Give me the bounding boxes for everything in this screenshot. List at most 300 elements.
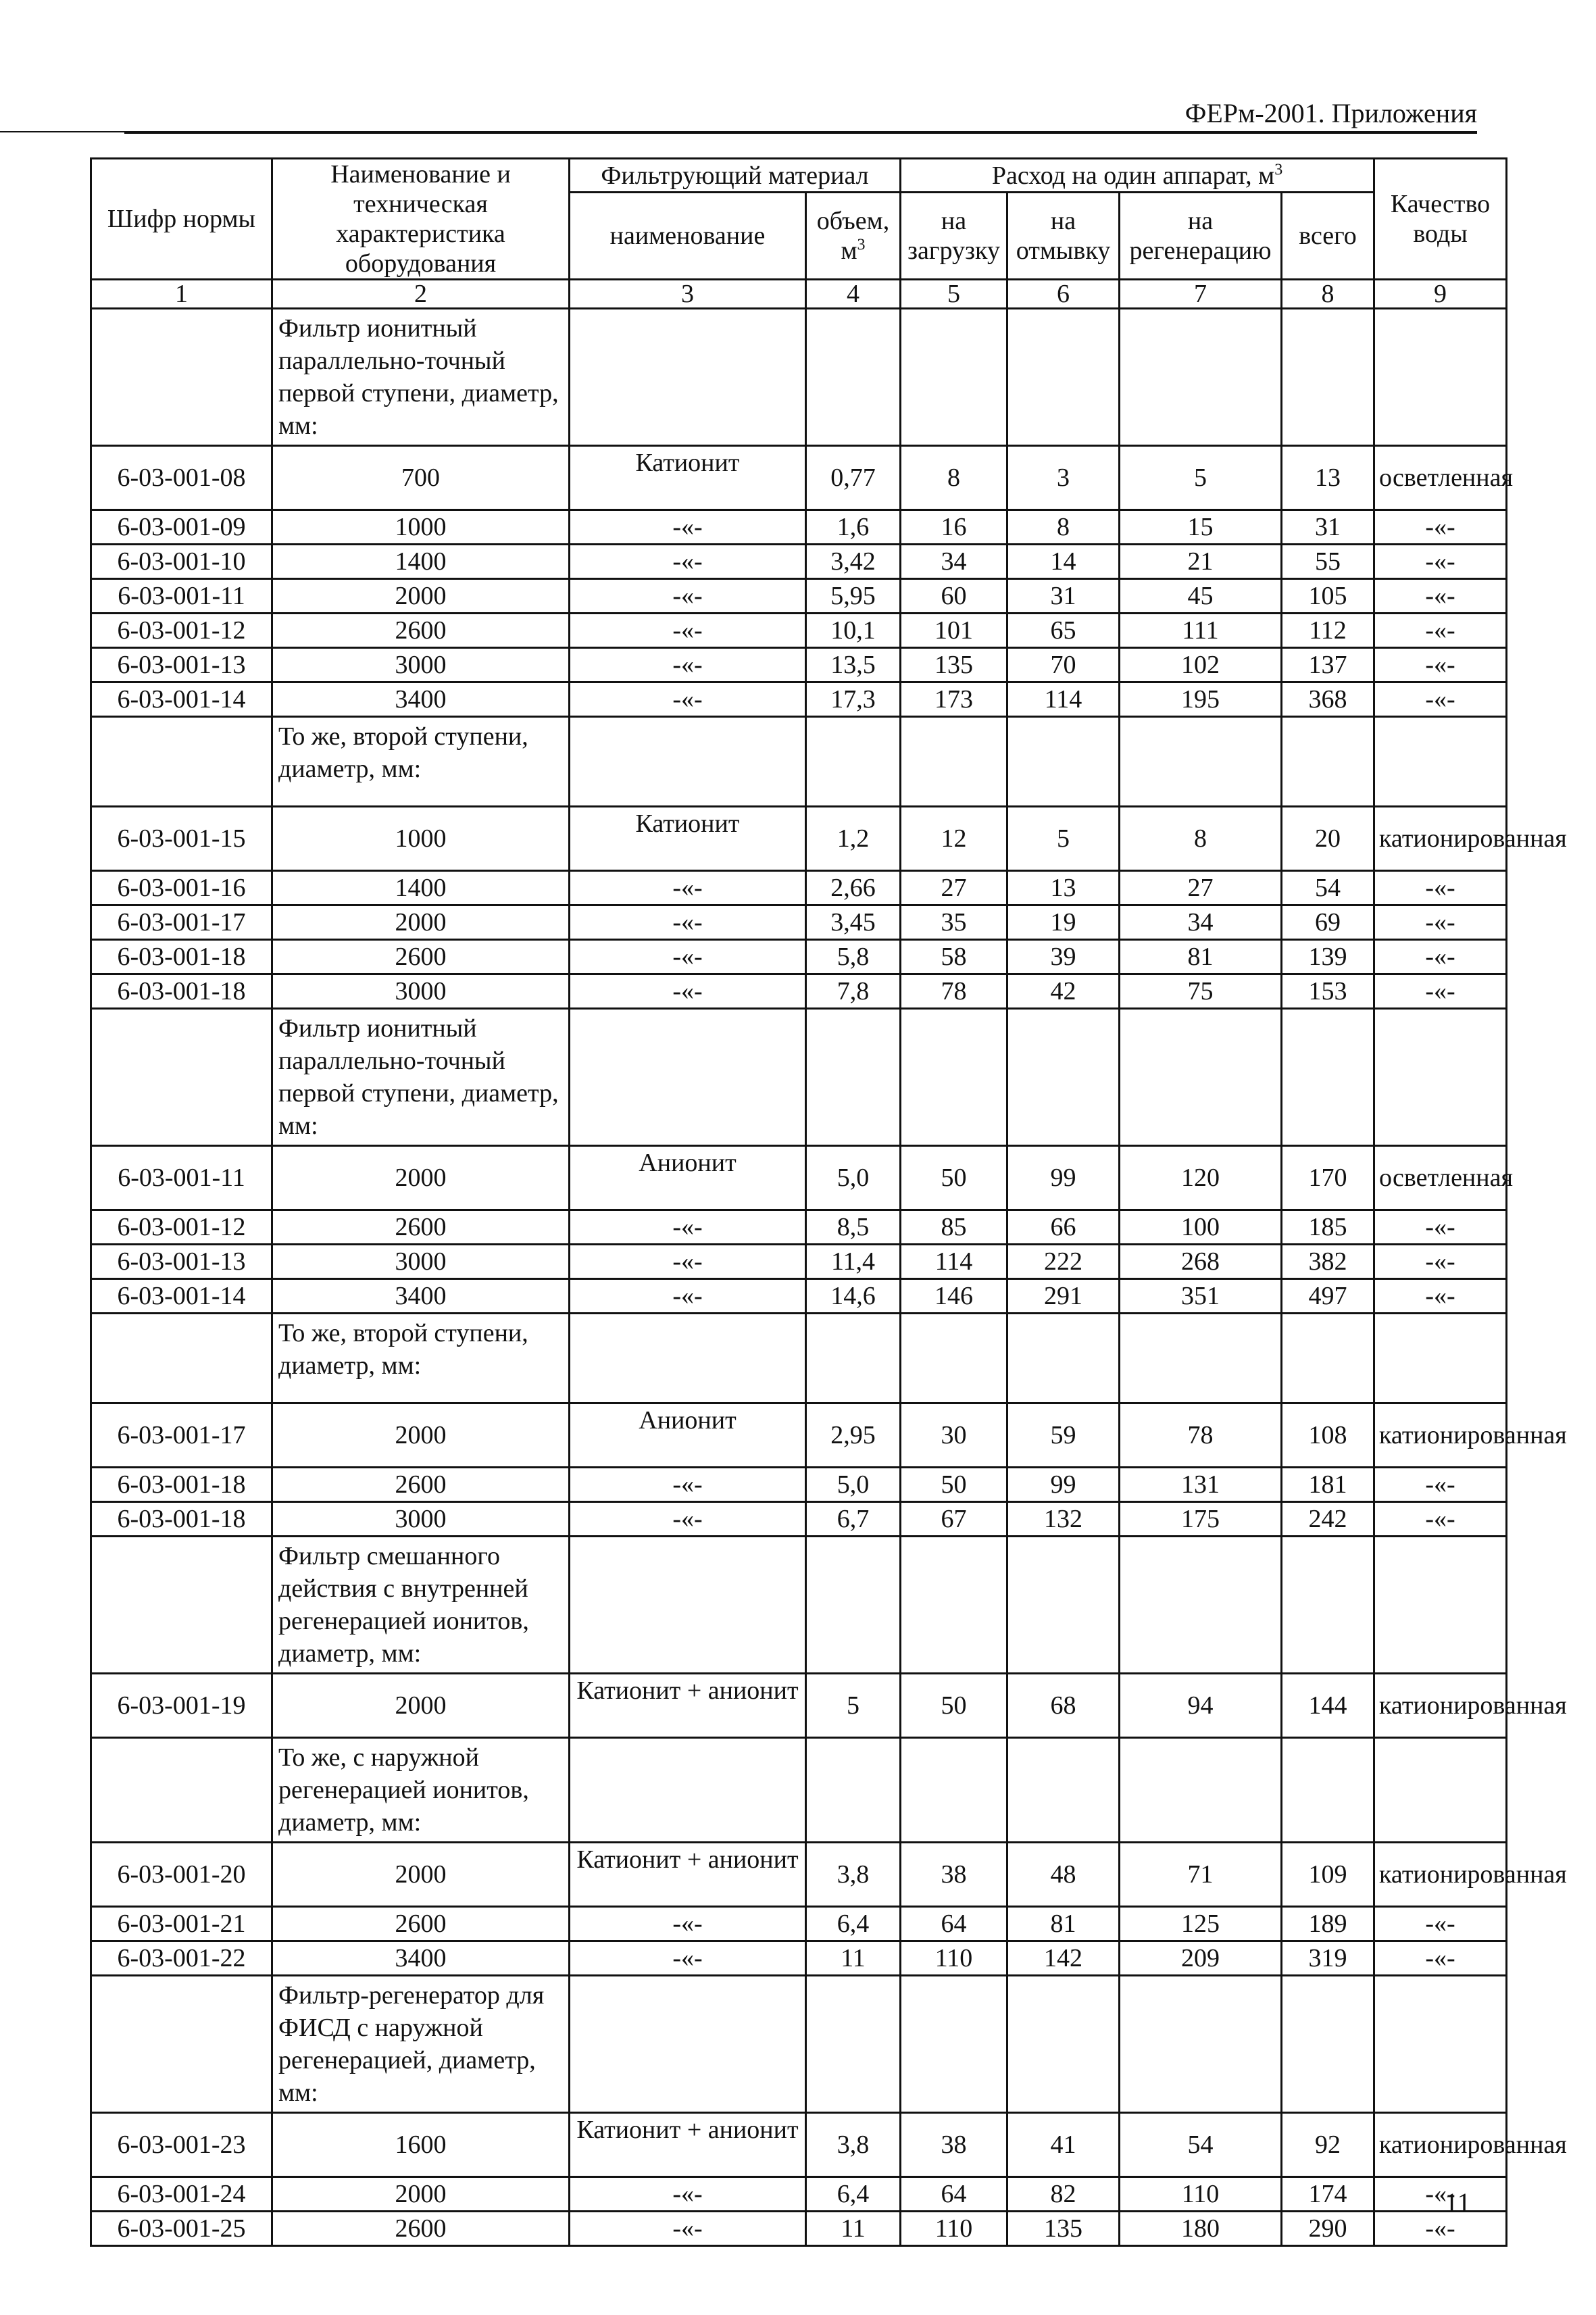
table-cell: -«- [1374, 905, 1507, 940]
table-row [91, 1674, 1507, 1738]
table-row [91, 1941, 1507, 1976]
table-cell: 64 [901, 2177, 1007, 2212]
table-cell: 27 [901, 871, 1007, 905]
table-cell: 6-03-001-12 [91, 614, 272, 648]
table-cell: 45 [1120, 579, 1282, 614]
empty-cell [1282, 1976, 1374, 2113]
table-cell: 319 [1282, 1941, 1374, 1976]
section-title-row [91, 1314, 1507, 1403]
empty-cell [901, 1976, 1007, 2113]
empty-cell [570, 1009, 806, 1146]
table-cell: 6-03-001-15 [91, 807, 272, 871]
table-row [91, 510, 1507, 545]
header-flow [901, 159, 1374, 193]
table-cell: 78 [901, 974, 1007, 1009]
table-cell: 2000 [272, 579, 570, 614]
table-cell: 1,2 [806, 807, 901, 871]
table-cell: осветленная [1374, 1146, 1507, 1210]
table-cell: 142 [1007, 1941, 1120, 1976]
empty-cell [91, 717, 272, 807]
table-cell: -«- [570, 905, 806, 940]
table-cell: 291 [1007, 1279, 1120, 1314]
table-row [91, 2212, 1507, 2246]
table-cell: Катионит + анионит [570, 2113, 806, 2177]
table-cell: 170 [1282, 1146, 1374, 1210]
table-cell: -«- [570, 510, 806, 545]
table-cell: осветленная [1374, 446, 1507, 510]
table-cell: 131 [1120, 1468, 1282, 1502]
table-cell: 54 [1282, 871, 1374, 905]
header-volume-label: объем, [816, 207, 890, 236]
empty-cell [1282, 1314, 1374, 1403]
table-cell: 181 [1282, 1468, 1374, 1502]
table-cell: 71 [1120, 1843, 1282, 1907]
column-number: 1 [91, 280, 272, 309]
table-cell: 2000 [272, 1403, 570, 1468]
running-header: ФЕРм-2001. Приложения [0, 96, 1477, 132]
empty-cell [1120, 309, 1282, 446]
table-cell: Катионит + анионит [570, 1843, 806, 1907]
table-cell: 21 [1120, 545, 1282, 579]
section-title-row [91, 1009, 1507, 1146]
table-cell: 1000 [272, 807, 570, 871]
table-cell: 3400 [272, 682, 570, 717]
section-title: Фильтр смешанного действия с внутренней регенерацией ионитов, диаметр, мм: [272, 1537, 570, 1674]
empty-cell [806, 1976, 901, 2113]
table-cell: 351 [1120, 1279, 1282, 1314]
table-cell: 92 [1282, 2113, 1374, 2177]
table-cell: 99 [1007, 1146, 1120, 1210]
table-cell: 6-03-001-13 [91, 1245, 272, 1279]
table-cell: 109 [1282, 1843, 1374, 1907]
empty-cell [1120, 1738, 1282, 1843]
section-title: То же, второй ступени, диаметр, мм: [272, 717, 570, 807]
table-cell: 382 [1282, 1245, 1374, 1279]
table-cell: 242 [1282, 1502, 1374, 1537]
table-cell: 110 [901, 1941, 1007, 1976]
table-cell: 153 [1282, 974, 1374, 1009]
table-row [91, 1245, 1507, 1279]
empty-cell [901, 1537, 1007, 1674]
table-cell: Катионит [570, 807, 806, 871]
table-cell: 100 [1120, 1210, 1282, 1245]
table-cell: 17,3 [806, 682, 901, 717]
table-cell: 81 [1120, 940, 1282, 974]
empty-cell [1120, 1537, 1282, 1674]
empty-cell [1120, 717, 1282, 807]
table-cell: 6-03-001-22 [91, 1941, 272, 1976]
table-row [91, 579, 1507, 614]
table-cell: катионированная [1374, 1674, 1507, 1738]
table-cell: 14 [1007, 545, 1120, 579]
table-cell: 35 [901, 905, 1007, 940]
table-row [91, 1403, 1507, 1468]
table-cell: 135 [1007, 2212, 1120, 2246]
table-cell: -«- [1374, 648, 1507, 682]
table-cell: 290 [1282, 2212, 1374, 2246]
table-cell: 139 [1282, 940, 1374, 974]
table-cell: 12 [901, 807, 1007, 871]
table-cell: 3,8 [806, 1843, 901, 1907]
table-cell: 65 [1007, 614, 1120, 648]
table-cell: 3 [1007, 446, 1120, 510]
empty-cell [901, 717, 1007, 807]
table-cell: 59 [1007, 1403, 1120, 1468]
table-cell: 1,6 [806, 510, 901, 545]
empty-cell [1374, 1976, 1507, 2113]
table-cell: 82 [1007, 2177, 1120, 2212]
table-cell: 6-03-001-14 [91, 1279, 272, 1314]
table-cell: 2000 [272, 905, 570, 940]
empty-cell [1282, 1537, 1374, 1674]
table-cell: 700 [272, 446, 570, 510]
table-cell: 102 [1120, 648, 1282, 682]
empty-cell [901, 1314, 1007, 1403]
column-number: 2 [272, 280, 570, 309]
table-cell: 31 [1007, 579, 1120, 614]
empty-cell [1374, 1009, 1507, 1146]
table-cell: 5 [1007, 807, 1120, 871]
empty-cell [901, 309, 1007, 446]
table-cell: 2600 [272, 1210, 570, 1245]
table-cell: 38 [901, 1843, 1007, 1907]
table-cell: 111 [1120, 614, 1282, 648]
table-cell: 3400 [272, 1941, 570, 1976]
table-cell: -«- [570, 2177, 806, 2212]
table-cell: Катионит [570, 446, 806, 510]
table-cell: 6-03-001-21 [91, 1907, 272, 1941]
table-cell: 5,0 [806, 1468, 901, 1502]
table-cell: 2600 [272, 1468, 570, 1502]
table-cell: 10,1 [806, 614, 901, 648]
header-regen: на регенерацию [1120, 193, 1282, 280]
table-cell: 3,45 [806, 905, 901, 940]
table-cell: катионированная [1374, 1403, 1507, 1468]
table-cell: Анионит [570, 1146, 806, 1210]
table-cell: 34 [901, 545, 1007, 579]
empty-cell [91, 1009, 272, 1146]
table-cell: -«- [570, 1245, 806, 1279]
header-material-name: наименование [570, 193, 806, 280]
table-cell: -«- [570, 545, 806, 579]
table-cell: 2000 [272, 1674, 570, 1738]
section-title-row [91, 1738, 1507, 1843]
table-cell: -«- [1374, 2177, 1507, 2212]
table-cell: 50 [901, 1468, 1007, 1502]
table-cell: -«- [1374, 510, 1507, 545]
table-cell: 3,42 [806, 545, 901, 579]
table-cell: -«- [1374, 1907, 1507, 1941]
table-cell: 13,5 [806, 648, 901, 682]
table-cell: -«- [1374, 974, 1507, 1009]
table-cell: 6-03-001-18 [91, 1468, 272, 1502]
empty-cell [570, 1537, 806, 1674]
table-cell: 5,8 [806, 940, 901, 974]
table-cell: 8 [1007, 510, 1120, 545]
table-cell: 114 [901, 1245, 1007, 1279]
table-cell: 185 [1282, 1210, 1374, 1245]
column-number: 4 [806, 280, 901, 309]
table-cell: 368 [1282, 682, 1374, 717]
empty-cell [1007, 717, 1120, 807]
table-cell: 137 [1282, 648, 1374, 682]
table-cell: 6,7 [806, 1502, 901, 1537]
table-cell: 135 [901, 648, 1007, 682]
table-cell: 120 [1120, 1146, 1282, 1210]
table-cell: 6-03-001-25 [91, 2212, 272, 2246]
table-cell: 175 [1120, 1502, 1282, 1537]
table-cell: -«- [570, 1907, 806, 1941]
empty-cell [570, 309, 806, 446]
table-row [91, 1468, 1507, 1502]
table-cell: 3000 [272, 1502, 570, 1537]
table-cell: 110 [901, 2212, 1007, 2246]
table-cell: -«- [1374, 1210, 1507, 1245]
table-cell: 50 [901, 1674, 1007, 1738]
norms-table [90, 157, 1567, 2247]
table-cell: -«- [1374, 940, 1507, 974]
table-cell: 108 [1282, 1403, 1374, 1468]
column-number: 6 [1007, 280, 1120, 309]
table-cell: 6-03-001-08 [91, 446, 272, 510]
table-row [91, 871, 1507, 905]
empty-cell [1007, 1009, 1120, 1146]
table-cell: -«- [570, 1210, 806, 1245]
table-cell: 68 [1007, 1674, 1120, 1738]
table-cell: -«- [1374, 871, 1507, 905]
header-volume-sup: 3 [857, 236, 866, 254]
header-code: Шифр нормы [91, 159, 272, 280]
table-cell: -«- [570, 871, 806, 905]
table-cell: 11 [806, 2212, 901, 2246]
table-cell: 30 [901, 1403, 1007, 1468]
table-cell: 2,66 [806, 871, 901, 905]
empty-cell [806, 1009, 901, 1146]
table-cell: 8,5 [806, 1210, 901, 1245]
table-cell: Анионит [570, 1403, 806, 1468]
table-cell: -«- [1374, 1941, 1507, 1976]
table-cell: -«- [570, 648, 806, 682]
table-cell: 6-03-001-19 [91, 1674, 272, 1738]
table-cell: 67 [901, 1502, 1007, 1537]
table-cell: -«- [1374, 545, 1507, 579]
table-cell: -«- [570, 1941, 806, 1976]
empty-cell [1374, 309, 1507, 446]
table-cell: -«- [570, 1502, 806, 1537]
table-row [91, 940, 1507, 974]
table-cell: 60 [901, 579, 1007, 614]
empty-cell [806, 717, 901, 807]
table-row [91, 1279, 1507, 1314]
table-cell: 6-03-001-18 [91, 974, 272, 1009]
header-total: всего [1282, 193, 1374, 280]
section-title: Фильтр-регенератор для ФИСД с наружной регенерацией, диаметр, мм: [272, 1976, 570, 2113]
table-header [91, 159, 1507, 309]
empty-cell [570, 1738, 806, 1843]
table-cell: 144 [1282, 1674, 1374, 1738]
column-number: 5 [901, 280, 1007, 309]
table-cell: 38 [901, 2113, 1007, 2177]
empty-cell [570, 1976, 806, 2113]
table-cell: 81 [1007, 1907, 1120, 1941]
table-cell: 7,8 [806, 974, 901, 1009]
section-title: Фильтр ионитный параллельно-точный первой ступени, диаметр, мм: [272, 309, 570, 446]
table-cell: -«- [1374, 1279, 1507, 1314]
table-cell: -«- [570, 614, 806, 648]
empty-cell [91, 1314, 272, 1403]
empty-cell [1374, 1738, 1507, 1843]
empty-cell [806, 1314, 901, 1403]
table-cell: 42 [1007, 974, 1120, 1009]
section-title: То же, с наружной регенерацией ионитов, диаметр, мм: [272, 1738, 570, 1843]
table-cell: -«- [570, 940, 806, 974]
empty-cell [1120, 1976, 1282, 2113]
table-cell: 497 [1282, 1279, 1374, 1314]
header-wash: на отмывку [1007, 193, 1120, 280]
table-cell: -«- [570, 974, 806, 1009]
table-cell: 75 [1120, 974, 1282, 1009]
table-row [91, 446, 1507, 510]
table-cell: 6-03-001-12 [91, 1210, 272, 1245]
header-volume [806, 193, 901, 280]
table-cell: 2600 [272, 2212, 570, 2246]
table-cell: катионированная [1374, 1843, 1507, 1907]
section-title-row [91, 1537, 1507, 1674]
table-cell: Катионит + анионит [570, 1674, 806, 1738]
table-cell: -«- [570, 682, 806, 717]
header-quality: Качество воды [1374, 159, 1507, 280]
table-cell: -«- [570, 579, 806, 614]
header-flow-text: Расход на один аппарат, м [991, 161, 1275, 190]
table-cell: 8 [901, 446, 1007, 510]
table-cell: 125 [1120, 1907, 1282, 1941]
empty-cell [901, 1009, 1007, 1146]
table-cell: 13 [1282, 446, 1374, 510]
table-cell: 14,6 [806, 1279, 901, 1314]
empty-cell [1282, 309, 1374, 446]
table-cell: 189 [1282, 1907, 1374, 1941]
empty-cell [1374, 1537, 1507, 1674]
table-cell: 15 [1120, 510, 1282, 545]
table-cell: катионированная [1374, 2113, 1507, 2177]
empty-cell [1374, 1314, 1507, 1403]
empty-cell [806, 309, 901, 446]
table-cell: 6,4 [806, 2177, 901, 2212]
table-cell: 101 [901, 614, 1007, 648]
table-cell: 6-03-001-13 [91, 648, 272, 682]
empty-cell [1282, 1009, 1374, 1146]
empty-cell [570, 1314, 806, 1403]
table-cell: -«- [1374, 1502, 1507, 1537]
table-cell: 209 [1120, 1941, 1282, 1976]
section-title-row [91, 717, 1507, 807]
table-cell: 20 [1282, 807, 1374, 871]
table-cell: 2600 [272, 1907, 570, 1941]
header-rule [124, 132, 1477, 134]
empty-cell [1120, 1009, 1282, 1146]
table-row [91, 614, 1507, 648]
table-cell: 3000 [272, 974, 570, 1009]
table-cell: 27 [1120, 871, 1282, 905]
table-row [91, 1907, 1507, 1941]
table-cell: 2,95 [806, 1403, 901, 1468]
table-cell: 6,4 [806, 1907, 901, 1941]
table-cell: 50 [901, 1146, 1007, 1210]
table-cell: 16 [901, 510, 1007, 545]
table-cell: 105 [1282, 579, 1374, 614]
table-cell: -«- [570, 1468, 806, 1502]
header-load: на загрузку [901, 193, 1007, 280]
table-cell: 70 [1007, 648, 1120, 682]
section-title: Фильтр ионитный параллельно-точный первой ступени, диаметр, мм: [272, 1009, 570, 1146]
table-cell: 1000 [272, 510, 570, 545]
table-cell: 1400 [272, 871, 570, 905]
table-cell: 5,95 [806, 579, 901, 614]
table-cell: 85 [901, 1210, 1007, 1245]
empty-cell [570, 717, 806, 807]
table-body [91, 309, 1567, 2246]
table-cell: 6-03-001-17 [91, 1403, 272, 1468]
table-cell: 2000 [272, 1843, 570, 1907]
table-cell: 6-03-001-18 [91, 1502, 272, 1537]
table-cell: 3,8 [806, 2113, 901, 2177]
table-cell: 94 [1120, 1674, 1282, 1738]
table-cell: -«- [1374, 579, 1507, 614]
table-row [91, 1210, 1507, 1245]
table-cell: 58 [901, 940, 1007, 974]
table-cell: 112 [1282, 614, 1374, 648]
table-row [91, 1146, 1507, 1210]
empty-cell [1007, 1976, 1120, 2113]
empty-cell [1007, 1314, 1120, 1403]
table-cell: -«- [1374, 1468, 1507, 1502]
table-cell: 6-03-001-17 [91, 905, 272, 940]
table-cell: 19 [1007, 905, 1120, 940]
column-numbers-row [91, 280, 1507, 309]
table-cell: -«- [570, 1279, 806, 1314]
table-row [91, 1502, 1507, 1537]
empty-cell [806, 1738, 901, 1843]
empty-cell [901, 1738, 1007, 1843]
table-cell: 2600 [272, 614, 570, 648]
table-cell: 8 [1120, 807, 1282, 871]
table-cell: 173 [901, 682, 1007, 717]
table-cell: 5 [806, 1674, 901, 1738]
table-row [91, 545, 1507, 579]
column-number: 8 [1282, 280, 1374, 309]
table-cell: 174 [1282, 2177, 1374, 2212]
empty-cell [91, 1976, 272, 2113]
table-cell: 3400 [272, 1279, 570, 1314]
table-row [91, 974, 1507, 1009]
empty-cell [1007, 1537, 1120, 1674]
table-cell: 39 [1007, 940, 1120, 974]
table-cell: 3000 [272, 648, 570, 682]
table-row [91, 682, 1507, 717]
empty-cell [91, 1537, 272, 1674]
table-cell: 6-03-001-18 [91, 940, 272, 974]
empty-cell [1282, 1738, 1374, 1843]
table-cell: 6-03-001-24 [91, 2177, 272, 2212]
column-number: 3 [570, 280, 806, 309]
table-cell: 146 [901, 1279, 1007, 1314]
table-cell: 31 [1282, 510, 1374, 545]
empty-cell [91, 1738, 272, 1843]
table-cell: 6-03-001-09 [91, 510, 272, 545]
table-row [91, 2113, 1507, 2177]
table-cell: 132 [1007, 1502, 1120, 1537]
page-number: 11 [1445, 2187, 1471, 2218]
